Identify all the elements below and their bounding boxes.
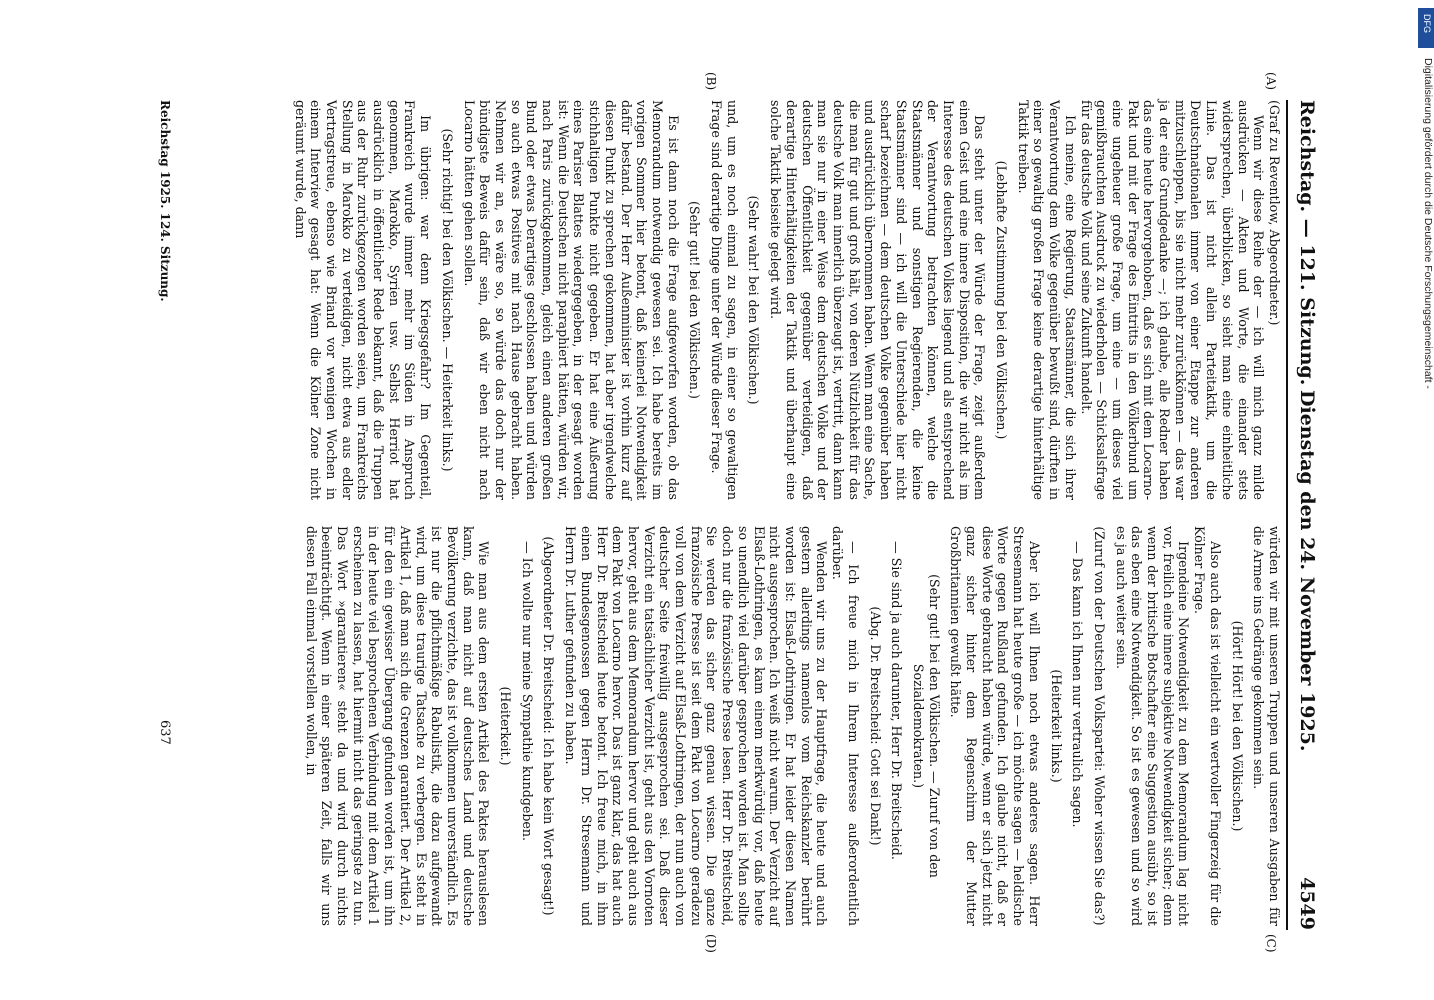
paragraph: Im übrigen: war denn Kriegsgefahr? Im Gegenteil, Frankreich wurde immer mehr im Süden in Anspruch genommen, Marokko, Syrien usw. Selbst Herriot hat ausdrücklich in öffentlicher Rede bekannt, daß die Truppen aus der Ruhr zurückgezogen worden seien, um Frankreichs Stellung in Marokko zu verteidigen, nicht etwa aus edler Vertragstreue, ebenso wie Briand vor wenigen Wochen in einem Interview gesagt hat: Wenn die Kölner Zone nicht geräumt wurde, dann [292,100,434,500]
paragraph: Also auch das ist vielleicht ein wertvoller Fingerzeig für die Kölner Frage. [1192,526,1223,926]
margin-marker-c: (C) [1264,934,1278,953]
margin-marker-d: (D) [704,934,718,953]
interjection: (Hört! Hört! bei den Völkischen.) [1229,620,1245,832]
paragraph: — Sie sind ja auch darunter, Herr Dr. Breitscheid. [889,541,905,860]
interjection: (Sehr gut! bei den Völkischen.) [687,201,703,399]
paragraph: Das steht unter der Würde der Frage, zeigt außerdem einen Geist und eine innere Disposition, die wir nicht als im Interesse des deutschen Volkes liegend und als entsprechend der Verantwortung betrachten können, welche die Staatsmänner und sonstigen Regierenden, die keine Staatsmänner sind — ich will die Unterschiede hier nicht scharf bezeichnen — dem deutschen Volke gegenüber haben und ausdrücklich übernommen haben. Wenn man eine Sache, die man für gut und groß hält, von deren Nützlichkeit für das deutsche Volk man innerlich überzeugt ist, vertritt, dann kann man sie nur in einer Weise dem deutschen Volke und der deutschen Öffentlichkeit gegenüber verteidigen, daß derartige Hinterhältigkeiten der Taktik und überhaupt eine solche Taktik beiseite gelegt wird. [768,100,988,500]
footer-sheet-number: 637 [157,720,172,745]
header-page-number: 4549 [1296,877,1318,930]
interjection: (Sehr gut! bei den Völkischen. — Zuruf von den Sozialdemokraten.) [910,574,942,878]
credit-text: Digitalisierung gefördert durch die Deutsche Forschungsgemeinschaft - [1422,58,1434,389]
header-rule [1286,100,1288,930]
digitization-credit [1418,8,1434,998]
interjection: (Sehr wahr! bei den Völkischen.) [746,195,762,405]
margin-marker-b: (B) [704,72,718,91]
interjection: (Lebhafte Zustimmung bei den Völkischen.) [994,160,1010,440]
page-header [1292,100,1318,930]
dfg-logo-text: DFG [1422,14,1432,33]
header-date: Dienstag den 24. November 1925. [1296,390,1318,752]
paragraph: Es ist dann noch die Frage aufgeworfen worden, ob das Memorandum notwendig gewesen sei. Ich habe bereits im vorigen Sommer hier betont, daß keinerlei Notwendigkeit dafür bestand. Der Herr Außenminister ist vorhin kurz auf diesen Punkt zu sprechen gekommen, hat aber irgendwelche stichhaltigen Punkte nicht gegeben. Er hat eine Äußerung eines Pariser Blattes wiedergegeben, in der gesagt worden ist: Wenn die Deutschen nicht paraphiert hätten, würden wir, nach Paris zurückgekommen, gleich einen anderen großen Bund oder etwas Derartiges geschlossen haben und würden so auch etwas Positives mit nach Hause gebracht haben. Nehmen wir an, es wäre so, so würde das doch nur der bündigste Beweis dafür sein, daß wir eben nicht nach Locarno hätten gehen sollen. [461,100,681,500]
paragraph: — Ich freue mich in Ihrem Interesse außerordentlich darüber. [830,526,861,926]
dfg-logo [1418,8,1434,48]
footer-signature: Reichstag 1925. 124. Sitzung. [158,100,172,302]
right-column [303,526,1282,926]
interjection: (Heiterkeit.) [498,686,514,766]
paragraph: Wenn wir diese Reihe der — ich will mich ganz milde ausdrücken — Akten und Worte, die einander stets widersprechen, überblicken, so sieht man eine einheitliche Linie. Das ist nicht allein Parteitaktik, um die Deutschnationalen immer von einer Etappe zur anderen mitzuschleppen, bis sie nicht mehr zurückkönnen — das war ja der eine Grundgedanke —; ich glaube, alle Redner haben das eine heute hervorgehoben, daß es sich mit dem Locarno-Pakt und mit der Frage des Eintritts in den Völkerbund um eine ungeheuer große Frage, um eine — um dieses viel gemißbrauchten Ausdruck zu wiederholen — Schicksalsfrage für das deutsche Volk und seine Zukunft handelt. [1078,100,1267,500]
header-session: Reichstag. — 121. Sitzung. [1296,100,1318,386]
paragraph: Aber ich will Ihnen noch etwas anderes sagen. Herr Stresemann hat heute große — ich möchte sagen — heldische Worte gegen Rußland gefunden. Ich glaube nicht, daß er diese Worte gebraucht haben würde, wenn er sich jetzt nicht ganz sicher hinter dem Regenschirm der Mutter Großbritannien gewußt hätte. [948,526,1042,926]
document-page [103,72,1318,953]
paragraph: Wie man aus dem ersten Artikel des Paktes herauslesen kann, daß man nicht auf deutsches Land und deutsche Bevölkerung verzichte, das ist vollkommen unverständlich. Es ist nur die pflichtmäßige Rabulistik, die dazu aufgewandt wird, um diese traurige Tatsache zu verbergen. Es steht in Artikel 1, daß man sich die Grenzen garantiert. Der Artikel 2, für den ein gewisser Übergang gefunden worden ist, um ihn in der heute viel besprochenen Verbindung mit dem Artikel 1 erscheinen zu lassen, hat hiermit nicht das geringste zu tun. Das Wort »garantieren« steht da und wird durch nichts beeinträchtigt. Wenn in einer späteren Zeit, falls wir uns diesen Fall einmal vorstellen wollen, in [303,526,492,926]
interjection: (Abgeordneter Dr. Breitscheid: Ich habe kein Wort gesagt!) [541,536,557,916]
left-column [292,100,1282,500]
paragraph: Ich meine, eine Regierung, Staatsmänner, die sich ihrer Verantwortung dem Volke gegenüber bewußt sind, dürften in einer so gewaltig großen Frage keine derartige hinterhältige Taktik treiben. [1015,100,1078,500]
paragraph: — Das kann ich Ihnen nur vertraulich sagen. [1070,541,1086,828]
paragraph: und, um es noch einmal zu sagen, in einer so gewaltigen Frage sind derartige Dinge unter der Würde dieser Frage. [709,100,740,500]
paragraph: Wenden wir uns zu der Hauptfrage, die heute und auch gestern allerdings namenlos vom Reichskanzler berührt worden ist: Elsaß-Lothringen. Er hat leider diesen Namen nicht ausgesprochen. Ich weiß nicht warum. Der Verzicht auf Elsaß-Lothringen, es kam einem merkwürdig vor, daß heute so unendlich viel darüber gesprochen worden ist. Man sollte doch nur die französische Presse lesen. Herr Dr. Breitscheid, Sie werden das sicher ganz genau wissen. Die ganze französische Presse ist seit dem Pakt von Locarno geradezu voll von dem Verzicht auf Elsaß-Lothringen, der nun auch von deutscher Seite freiwillig ausgesprochen sei. Daß dieser Verzicht ein tatsächlicher Verzicht ist, geht aus den Vornoten hervor, geht aus dem Memorandum hervor und geht auch aus dem Pakt von Locarno hervor. Das ist ganz klar, das hat auch Herr Dr. Breitscheid heute betont. Ich freue mich, in ihm einen Bundesgenossen gegen Herrn Dr. Stresemann und Herrn Dr. Luther gefunden zu haben. [563,526,830,926]
paragraph: würden wir mit unseren Truppen und unseren Ausgaben für die Armee ins Gedränge gekommen sein. [1251,526,1282,926]
interjection: (Zuruf von der Deutschen Volkspartei: Woher wissen Sie das?) [1091,526,1107,926]
interjection: (Heiterkeit links.) [1048,669,1064,783]
paragraph: — Ich wollte nur meine Sympathie kundgeben. [519,541,535,841]
speaker-line: (Graf zu Reventlow, Abgeordneter.) [1267,100,1282,326]
interjection: (Sehr richtig! bei den Völkischen. — Heiterkeit links.) [439,128,455,472]
margin-marker-a: (A) [1264,72,1278,91]
interjection: (Abg. Dr. Breitscheid: Gott sei Dank!) [867,606,883,846]
paragraph: Irgendeine Notwendigkeit zu dem Memorandum lag nicht vor, freilich eine innere subjektive Notwendigkeit sicher; denn wenn der britische Botschafter eine Suggestion ausübt, so ist das eben eine Notwendigkeit. So ist es gewesen und so wird es ja auch weiter sein. [1113,526,1192,926]
